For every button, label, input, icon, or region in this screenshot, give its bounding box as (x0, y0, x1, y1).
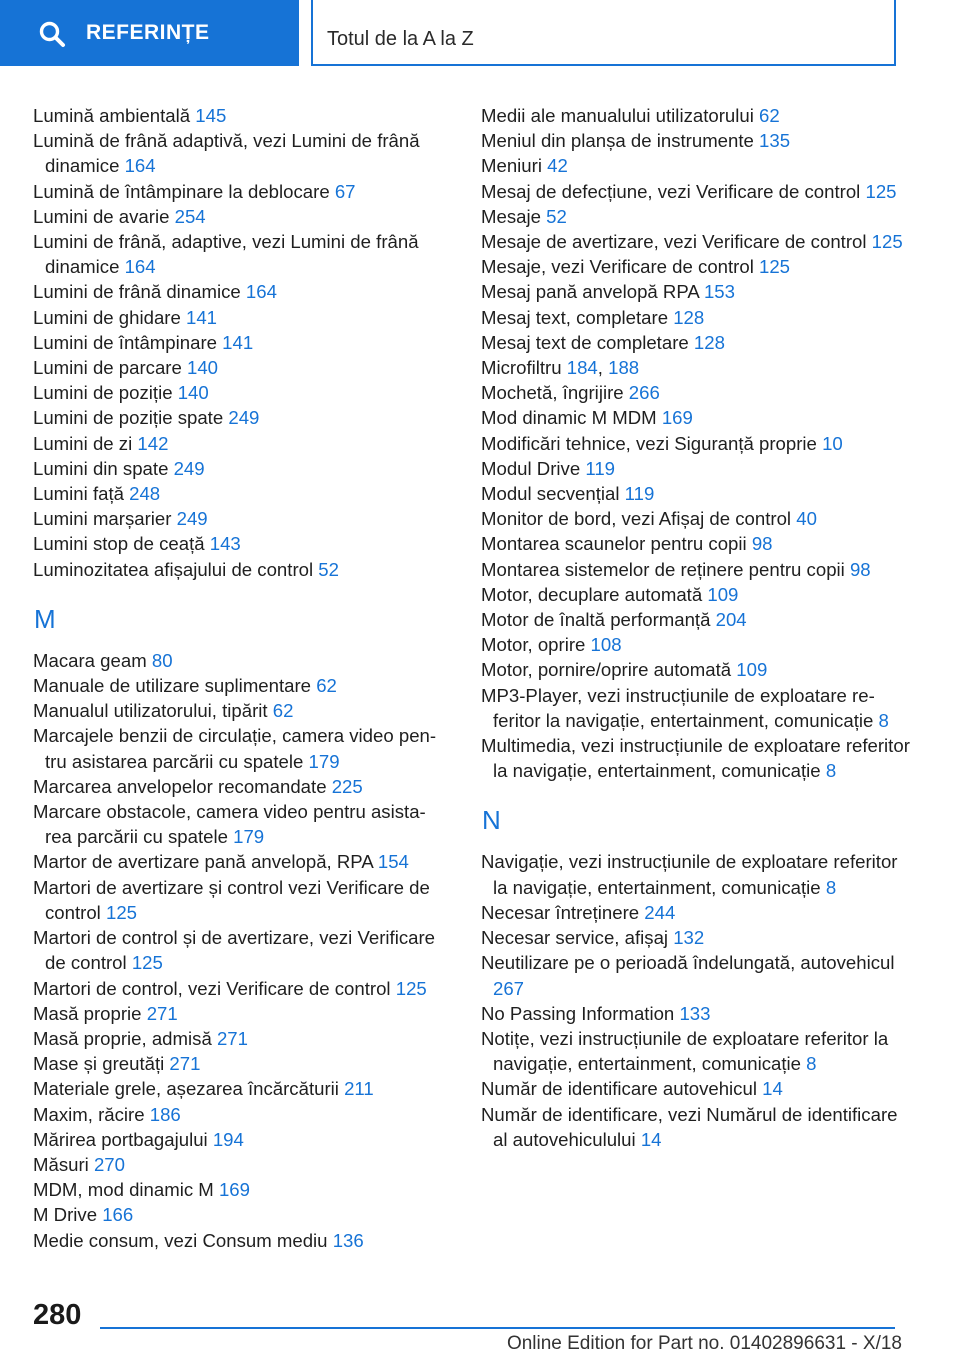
index-entry (33, 673, 443, 698)
page-reference-link[interactable]: 194 (212, 1128, 244, 1150)
index-entry (481, 405, 911, 430)
index-entry-term: Martori de control și de avertizare, vezi Verificare de control (33, 927, 435, 974)
index-entry-term: Motor, oprire (481, 634, 591, 656)
page-reference-link[interactable]: 204 (715, 609, 747, 631)
index-entry (481, 330, 911, 355)
index-entry (481, 204, 911, 229)
index-entry-term: Modificări tehnice, vezi Siguranță proprie (481, 432, 823, 454)
index-letter-heading: M (34, 603, 56, 634)
index-entry (33, 925, 443, 975)
index-entry-term: Marcajele benzii de circulație, camera video pentru asistarea parcării cu spatele (33, 725, 437, 772)
page-reference-link[interactable]: 141 (222, 331, 254, 353)
index-entry (33, 976, 443, 1001)
page-reference-link[interactable]: 145 (195, 105, 227, 126)
index-entry (481, 582, 911, 607)
index-entry-term: Număr de identificare autovehicul (481, 1078, 763, 1100)
index-entry-term: Mărirea portbagajului (33, 1128, 213, 1150)
index-entry (481, 1076, 911, 1101)
index-entry (33, 799, 443, 849)
page-reference-link[interactable]: 125 (871, 231, 903, 253)
index-entry-term: Lumini de parcare (33, 357, 187, 379)
index-entry-term: Lumină ambientală (33, 105, 196, 126)
index-entry-term: Macara geam (33, 649, 152, 671)
index-entry (33, 506, 443, 531)
index-entry (481, 733, 911, 783)
header (0, 0, 960, 66)
index-entry (33, 1202, 443, 1227)
index-entry-term: Notițe, vezi instrucțiunile de exploatare referitor la navigație, entertainment, comunicație (481, 1027, 889, 1075)
index-entry-term: Marcarea anvelopelor recomandate (33, 775, 332, 797)
page-reference-link[interactable]: 136 (332, 1229, 364, 1251)
index-entry (481, 128, 911, 153)
index-entry (481, 1001, 911, 1026)
page-reference-link[interactable]: 8 (825, 876, 837, 898)
page-reference-link[interactable]: 271 (146, 1002, 178, 1024)
page-reference-link[interactable]: 125 (395, 977, 427, 999)
index-entry (481, 1026, 911, 1076)
page-reference-link[interactable]: 254 (174, 205, 206, 227)
index-entry-term: Medii ale manualului utilizatorului (481, 105, 760, 126)
index-entry (33, 179, 443, 204)
index-entry (481, 531, 911, 556)
index-entry (33, 774, 443, 799)
index-entry (33, 229, 443, 279)
page-reference-link[interactable]: 8 (878, 709, 889, 731)
index-entry-term: Necesar întreținere (481, 901, 645, 923)
page-reference-link[interactable]: 109 (707, 583, 739, 605)
page-reference-link[interactable]: 98 (751, 533, 773, 555)
index-entry (33, 204, 443, 229)
index-column-left (33, 103, 443, 1253)
page-reference-link[interactable]: 125 (131, 952, 163, 974)
page-reference-link[interactable]: 128 (693, 331, 725, 353)
index-entry-term: Martor de avertizare pană anvelopă, RPA (33, 851, 378, 873)
index-entry (481, 305, 911, 330)
index-entry-term: Masă proprie, admisă (33, 1027, 217, 1049)
index-entry-term: Lumini de frână dinamice (33, 281, 246, 303)
index-entry-term: Modul secvențial (481, 483, 625, 505)
page-reference-link[interactable]: 211 (344, 1078, 374, 1100)
index-entry-term: Lumini față (33, 483, 130, 505)
index-entry (33, 305, 443, 330)
footer-divider (100, 1327, 895, 1329)
index-entry-term: Lumini stop de ceață (33, 533, 210, 555)
index-entry (481, 279, 911, 304)
index-entry-term: Manuale de utilizare suplimentare (33, 675, 317, 697)
index-entry-term: Mod dinamic M MDM (481, 407, 662, 429)
index-entry-term: Lumină de întâmpinare la deblocare (33, 180, 335, 202)
page-reference-link[interactable]: 249 (173, 457, 205, 479)
index-entry (481, 153, 911, 178)
index-entry-term: Luminozitatea afișajului de control (33, 558, 319, 580)
index-entry (481, 1102, 911, 1152)
index-entry-term: Mesaj text de completare (481, 331, 694, 353)
edition-footer: Online Edition for Part no. 01402896631 - X/18 (506, 1333, 902, 1354)
index-entry-term: Neutilizare pe o perioadă îndelungată, autovehicul (481, 952, 895, 974)
index-entry (33, 456, 443, 481)
index-entry-term: Multimedia, vezi instrucțiunile de exploatare referitor la navigație, entertainment, comunicație (481, 735, 910, 782)
page-reference-link[interactable]: 108 (590, 634, 622, 656)
index-entry-term: No Passing Information (481, 1002, 680, 1024)
index-entry (33, 557, 443, 582)
index-entry (33, 531, 443, 556)
page-reference-link[interactable]: 14 (640, 1128, 662, 1150)
index-entry-term: Microfiltru (481, 357, 567, 379)
page-reference-link[interactable]: 42 (547, 155, 568, 177)
index-entry-term: Modul Drive (481, 457, 586, 479)
page-reference-link[interactable]: 169 (218, 1179, 250, 1201)
index-entry (33, 330, 443, 355)
index-entry-term: Medie consum, vezi Consum mediu (33, 1229, 333, 1251)
index-entry-term: Monitor de bord, vezi Afișaj de control (481, 508, 797, 530)
page-reference-link[interactable]: 52 (546, 205, 567, 227)
index-entry-term: Mesaj text, completare (481, 306, 674, 328)
index-entry (33, 648, 443, 673)
page-reference-link[interactable]: 153 (703, 281, 735, 303)
index-entry (481, 632, 911, 657)
index-entry (33, 1051, 443, 1076)
index-entry (33, 1076, 443, 1101)
page-reference-link[interactable]: 62 (316, 675, 337, 697)
index-entry-term: Lumini de frână, adaptive, vezi Lumini de frână dinamice (33, 231, 419, 278)
index-letter-heading: N (482, 805, 501, 836)
index-entry (481, 657, 911, 682)
page-reference-link[interactable]: 188 (608, 357, 640, 379)
page-reference-link[interactable]: 125 (105, 901, 138, 923)
index-entry-term: MDM, mod dinamic M (33, 1179, 219, 1201)
index-column-right (481, 103, 911, 1152)
page-reference-link[interactable]: 133 (679, 1002, 711, 1024)
index-entry-term: Maxim, răcire (33, 1103, 150, 1125)
page-reference-link[interactable]: 142 (137, 432, 169, 454)
page-reference-link[interactable]: 140 (177, 382, 209, 404)
page-reference-link[interactable]: 169 (661, 407, 693, 429)
index-entry (481, 950, 911, 1000)
page-reference-link[interactable]: 67 (334, 180, 356, 202)
index-entry-term: Lumini de zi (33, 432, 138, 454)
page-reference-link[interactable]: 249 (176, 508, 208, 530)
page-reference-link[interactable]: 140 (187, 357, 219, 379)
page-reference-link[interactable]: 184 (566, 357, 598, 379)
page-reference-link[interactable]: 164 (124, 256, 156, 278)
index-entry (481, 103, 911, 128)
index-entry-term: Meniul din planșa de instrumente (481, 130, 760, 152)
index-entry (33, 1228, 443, 1253)
page-reference-link[interactable]: 98 (849, 558, 871, 580)
index-entry-term: Motor, decuplare automată (481, 583, 708, 605)
page-reference-link[interactable]: 8 (825, 760, 837, 782)
page-reference-link[interactable]: 266 (628, 382, 660, 404)
page-reference-link[interactable]: 154 (377, 851, 409, 873)
search-icon (38, 20, 66, 48)
index-entry-term: Martori de control, vezi Verificare de control (33, 977, 396, 999)
index-entry-term: Marcare obstacole, camera video pentru asistarea parcării cu spatele (33, 801, 426, 848)
index-entry-term: Mesaje de avertizare, vezi Verificare de control (481, 231, 872, 253)
index-entry-term: Navigație, vezi instrucțiunile de exploatare referitor la navigație, entertainment, comunicație (481, 851, 898, 898)
index-entry-term: MP3-Player, vezi instrucțiunile de exploatare referitor la navigație, entertainment, comunicație (481, 684, 879, 731)
index-entry (33, 1152, 443, 1177)
index-entry-term: Lumini din spate (33, 457, 174, 479)
page-reference-link[interactable]: 128 (673, 306, 705, 328)
index-entry (33, 380, 443, 405)
index-entry (481, 683, 911, 733)
index-entry (481, 557, 911, 582)
index-entry (33, 103, 443, 128)
tab-references-label: REFERINȚE (86, 21, 210, 44)
index-entry-term: Motor de înaltă performanță (481, 609, 716, 631)
page-reference-link[interactable]: 125 (865, 180, 897, 202)
page-reference-link[interactable]: 109 (736, 659, 768, 681)
index-entry (481, 925, 911, 950)
index-entry-term: Număr de identificare, vezi Numărul de identificare al autovehiculului (481, 1103, 898, 1150)
index-entry (33, 1001, 443, 1026)
page-reference-link[interactable]: 8 (806, 1053, 817, 1075)
index-entry (481, 254, 911, 279)
page-reference-link[interactable]: 119 (624, 483, 655, 505)
index-entry (33, 481, 443, 506)
page-number: 280 (33, 1299, 82, 1331)
index-entry (33, 128, 443, 178)
index-entry (481, 179, 911, 204)
page-reference-link[interactable]: 164 (245, 281, 277, 303)
index-entry-term: Masă proprie (33, 1002, 147, 1024)
page-reference-link[interactable]: 119 (585, 457, 616, 479)
page-reference-link[interactable]: 52 (318, 558, 339, 580)
index-entry (33, 698, 443, 723)
index-entry-term: Mesaje (481, 205, 547, 227)
page-reference-link[interactable]: 40 (796, 508, 817, 530)
page-reference-link[interactable]: 249 (228, 407, 260, 429)
index-entry (481, 900, 911, 925)
page-reference-link[interactable]: 225 (331, 775, 363, 797)
index-entry-term: Martori de avertizare și control vezi Verificare de control (33, 876, 430, 923)
page-reference-link[interactable]: 125 (759, 256, 791, 278)
page-reference-link[interactable]: 62 (272, 700, 294, 722)
tab-a-to-z-label: Totul de la A la Z (327, 28, 474, 50)
index-entry (481, 481, 911, 506)
index-entry (481, 229, 911, 254)
index-entry-term: Meniuri (481, 155, 548, 177)
index-entry-term: Motor, pornire/oprire automată (481, 659, 737, 681)
index-entry-term: Montarea sistemelor de reținere pentru copii (481, 558, 850, 580)
page-reference-link[interactable]: 270 (93, 1153, 125, 1175)
index-entry-term: Lumini de avarie (33, 205, 175, 227)
page-reference-link[interactable]: 141 (185, 306, 218, 328)
index-entry (33, 431, 443, 456)
index-entry-term: Mesaj pană anvelopă RPA (481, 281, 704, 303)
index-entry (481, 431, 911, 456)
index-entry (33, 355, 443, 380)
page-reference-link[interactable]: 179 (308, 750, 340, 772)
index-entry (33, 1026, 443, 1051)
index-entry-term: Lumini marșarier (33, 508, 177, 530)
index-entry (33, 279, 443, 304)
index-entry-term: Lumini de ghidare (33, 306, 186, 328)
tab-references[interactable] (0, 0, 299, 66)
index-entry: Microfiltru 184, 188 (481, 357, 640, 379)
index-entry-term: Lumini de poziție spate (33, 407, 229, 429)
page-reference-link[interactable]: 248 (129, 483, 161, 505)
page-reference-link[interactable]: 14 (762, 1078, 783, 1100)
index-entry-term: M Drive (33, 1204, 103, 1226)
index-entry-term: Mase și greutăți (33, 1053, 170, 1075)
index-entry (481, 849, 911, 899)
page-reference-link[interactable]: 132 (673, 927, 705, 949)
page-reference-link[interactable]: 271 (169, 1053, 201, 1075)
page-reference-link[interactable]: 10 (822, 432, 843, 454)
index-entry (33, 875, 443, 925)
page-reference-link[interactable]: 164 (124, 155, 156, 177)
index-entry (33, 723, 443, 773)
page-reference-link[interactable]: 271 (216, 1027, 248, 1049)
page-reference-link[interactable]: 135 (759, 130, 791, 152)
index-entry-term: Materiale grele, așezarea încărcăturii (33, 1078, 345, 1100)
page-reference-link[interactable]: 62 (759, 105, 780, 126)
index-entry-term: Mesaje, vezi Verificare de control (481, 256, 759, 278)
index-entry (33, 405, 443, 430)
page-reference-link[interactable]: 143 (209, 533, 241, 555)
page-reference-link[interactable]: 166 (102, 1204, 134, 1226)
page-reference-link[interactable]: 244 (644, 901, 676, 923)
page-reference-link[interactable]: 80 (151, 649, 173, 671)
index-entry-term: Mochetă, îngrijire (481, 382, 629, 404)
index-entry (33, 1102, 443, 1127)
index-entry (481, 607, 911, 632)
tab-a-to-z[interactable] (311, 0, 896, 66)
index-entry (33, 1177, 443, 1202)
index-entry (481, 380, 911, 405)
index-entry (481, 506, 911, 531)
page-reference-link[interactable]: 267 (493, 977, 525, 999)
index-entry (33, 849, 443, 874)
index-entry-term: Lumini de poziție (33, 382, 178, 404)
index-entry-term: Mesaj de defecțiune, vezi Verificare de control (481, 180, 866, 202)
page-reference-link[interactable]: 186 (149, 1103, 181, 1125)
index-entry-term: Montarea scaunelor pentru copii (481, 533, 752, 555)
index-entry-term: Lumini de întâmpinare (33, 331, 223, 353)
index-entry (33, 1127, 443, 1152)
index-entry-term: Lumină de frână adaptivă, vezi Lumini de frână dinamice (33, 130, 420, 177)
index-entry-term: Manualul utilizatorului, tipărit (33, 700, 273, 722)
index-entry-term: Măsuri (33, 1153, 94, 1175)
page-reference-link[interactable]: 179 (233, 826, 265, 848)
index-entry (481, 456, 911, 481)
index-entry-term: Necesar service, afișaj (481, 927, 674, 949)
